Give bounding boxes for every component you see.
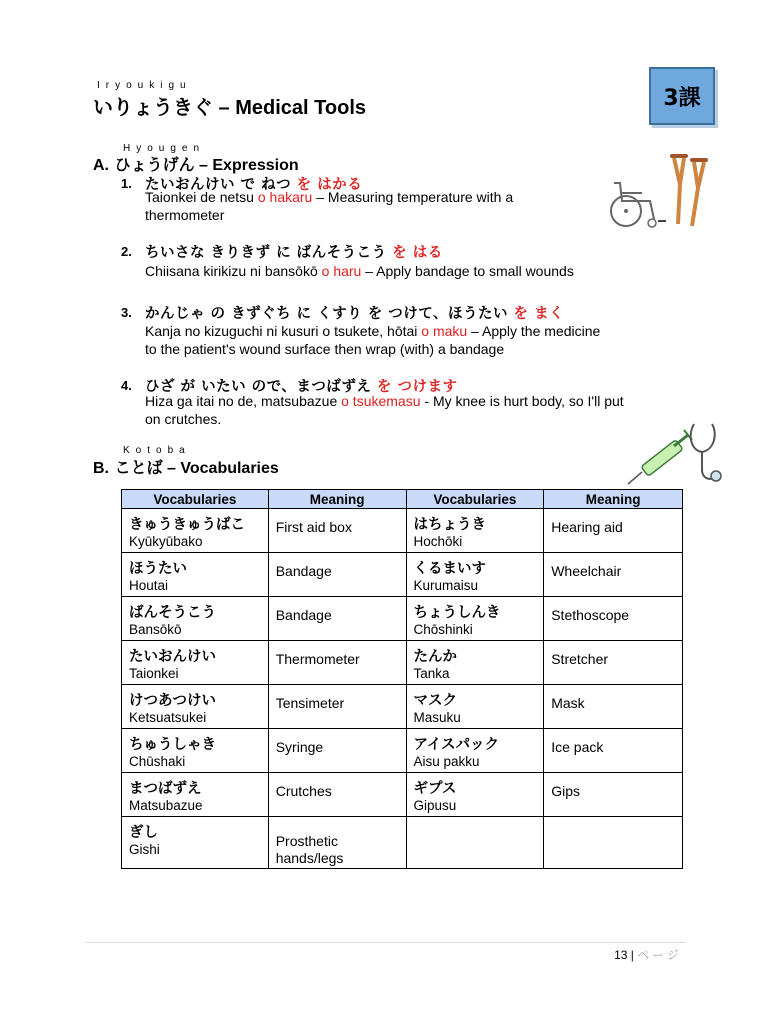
expression-number: 3. xyxy=(121,305,132,320)
vocab-romaji: Masuku xyxy=(413,710,461,725)
vocab-cell xyxy=(406,597,544,641)
vocab-kana: ほうたい xyxy=(129,561,187,577)
vocab-cell xyxy=(122,597,269,641)
column-header-vocabularies: Vocabularies xyxy=(122,490,269,509)
section-b-ruby: Kotoba xyxy=(123,445,191,456)
vocab-cell xyxy=(122,773,269,817)
crutches-icon xyxy=(664,150,714,230)
table-row xyxy=(122,509,683,553)
expression-japanese-text: たいおんけい で ねつ xyxy=(145,177,297,193)
expression-translation xyxy=(145,392,685,428)
vocab-romaji: Chōshinki xyxy=(413,622,473,637)
column-header-meaning: Meaning xyxy=(268,490,406,509)
vocab-romaji: Aisu pakku xyxy=(413,754,480,769)
expression-japanese-highlight: を はかる xyxy=(296,177,363,193)
vocab-kana: ぎし xyxy=(129,825,158,841)
section-b-heading xyxy=(93,455,279,478)
expression-number: 1. xyxy=(121,176,132,191)
vocab-kana: きゅうきゅうばこ xyxy=(129,517,245,533)
title-ruby: Iryoukigu xyxy=(97,80,192,91)
expression-japanese-text: ちいさな きりきず に ばんそうこう xyxy=(145,245,393,261)
vocab-meaning: Prosthetic hands/legs xyxy=(275,833,344,866)
vocab-kana: はちょうき xyxy=(413,517,486,533)
meaning-cell xyxy=(544,773,683,817)
meaning-cell xyxy=(268,685,406,729)
vocab-romaji: Gipusu xyxy=(413,798,457,813)
expression-translation xyxy=(145,262,665,280)
vocab-romaji: Kurumaisu xyxy=(413,578,479,593)
expression-number: 2. xyxy=(121,244,132,259)
table-row xyxy=(122,553,683,597)
vocab-cell xyxy=(406,817,544,869)
expression-romaji: Kanja no kizuguchi ni kusuri o tsukete, hōtai xyxy=(145,323,422,339)
meaning-cell xyxy=(544,597,683,641)
vocab-romaji: Taionkei xyxy=(129,666,179,681)
vocab-romaji: Tanka xyxy=(413,666,450,681)
vocab-meaning: Hearing aid xyxy=(551,519,623,535)
expression-japanese-highlight: を まく xyxy=(513,306,565,322)
table-row xyxy=(122,817,683,869)
vocab-kana: まつばずえ xyxy=(129,781,202,797)
section-a-ruby: Hyougen xyxy=(123,143,206,154)
vocab-kana: ちゅうしゃき xyxy=(129,737,216,753)
vocab-cell xyxy=(122,817,269,869)
vocab-kana: マスク xyxy=(413,693,457,709)
title-english: – Medical Tools xyxy=(213,97,366,119)
vocab-cell xyxy=(122,729,269,773)
section-b-title-japanese: ことば xyxy=(114,458,163,477)
footer-divider xyxy=(86,942,686,943)
vocab-meaning: Gips xyxy=(551,783,581,799)
vocab-meaning: Tensimeter xyxy=(275,695,345,711)
vocab-romaji: Chūshaki xyxy=(129,754,186,769)
meaning-cell xyxy=(268,641,406,685)
expression-meaning: – Apply the medicine xyxy=(467,323,601,339)
table-header-row xyxy=(122,490,683,509)
vocab-kana: くるまいす xyxy=(413,561,486,577)
vocabulary-table xyxy=(121,489,683,869)
vocab-meaning: Bandage xyxy=(275,563,332,579)
expression-japanese-text: ひざ が いたい ので、まつばずえ xyxy=(145,379,377,395)
expression-meaning: – Measuring temperature with a xyxy=(312,189,514,205)
column-header-vocabularies: Vocabularies xyxy=(406,490,544,509)
table-row xyxy=(122,773,683,817)
vocab-cell xyxy=(406,509,544,553)
vocab-meaning: Stretcher xyxy=(551,651,609,667)
vocab-romaji: Bansōkō xyxy=(129,622,182,637)
vocab-kana: けつあつけい xyxy=(129,693,216,709)
section-a-title-english: – Expression xyxy=(194,157,299,174)
table-row xyxy=(122,641,683,685)
vocab-cell xyxy=(122,685,269,729)
expression-romaji: Taionkei de netsu xyxy=(145,189,258,205)
expression-meaning-cont: to the patient's wound surface then wrap (with) a bandage xyxy=(145,341,505,357)
expression-romaji: Hiza ga itai no de, matsubazue xyxy=(145,393,342,409)
table-row xyxy=(122,685,683,729)
expression-romaji-highlight: o haru xyxy=(321,263,362,279)
section-b-letter: B. xyxy=(93,460,109,477)
vocab-meaning: Crutches xyxy=(275,783,332,799)
vocab-cell xyxy=(406,553,544,597)
meaning-cell xyxy=(544,509,683,553)
expression-japanese-text: かんじゃ の きずぐち に くすり を つけて、ほうたい xyxy=(145,306,514,322)
vocab-cell xyxy=(406,641,544,685)
vocab-romaji: Ketsuatsukei xyxy=(129,710,207,725)
title-japanese: いりょうきぐ xyxy=(93,95,213,119)
expression-translation xyxy=(145,322,665,358)
expression-meaning: - My knee is hurt body, so I'll put xyxy=(420,393,624,409)
meaning-cell xyxy=(268,509,406,553)
expression-romaji: Chiisana kirikizu ni bansōkō xyxy=(145,263,322,279)
meaning-cell xyxy=(544,729,683,773)
vocab-romaji: Houtai xyxy=(129,578,169,593)
page-title xyxy=(93,91,366,120)
vocab-meaning: Stethoscope xyxy=(551,607,630,623)
vocab-cell xyxy=(406,685,544,729)
vocab-cell xyxy=(122,641,269,685)
expression-romaji-highlight: o hakaru xyxy=(257,189,313,205)
vocab-kana: たいおんけい xyxy=(129,649,216,665)
expression-meaning: – Apply bandage to small wounds xyxy=(361,263,574,279)
vocab-kana: ちょうしんき xyxy=(413,605,501,621)
meaning-cell xyxy=(268,597,406,641)
table-row xyxy=(122,729,683,773)
column-header-meaning: Meaning xyxy=(544,490,683,509)
vocab-romaji: Kyūkyūbako xyxy=(129,534,203,549)
expression-meaning-cont: thermometer xyxy=(145,207,225,223)
meaning-cell xyxy=(268,553,406,597)
expression-translation xyxy=(145,188,585,224)
section-b-title-english: – Vocabularies xyxy=(162,460,279,477)
meaning-cell xyxy=(544,553,683,597)
meaning-cell xyxy=(268,729,406,773)
vocab-romaji: Matsubazue xyxy=(129,798,203,813)
table-row xyxy=(122,597,683,641)
vocab-meaning: Bandage xyxy=(275,607,332,623)
vocab-romaji: Hochōki xyxy=(413,534,463,549)
vocab-meaning: Wheelchair xyxy=(551,563,622,579)
expression-romaji-highlight: o tsukemasu xyxy=(341,393,421,409)
expression-japanese-highlight: を つけます xyxy=(376,379,458,395)
expression-romaji-highlight: o maku xyxy=(421,323,468,339)
vocab-cell xyxy=(406,729,544,773)
vocab-kana: ばんそうこう xyxy=(129,605,216,621)
expression-japanese xyxy=(145,302,564,323)
meaning-cell xyxy=(268,773,406,817)
page-footer xyxy=(614,946,682,963)
page-number: 13 xyxy=(614,948,628,962)
page-word: ページ xyxy=(637,948,682,962)
meaning-cell xyxy=(544,685,683,729)
expression-japanese-highlight: を はる xyxy=(392,245,443,261)
vocab-kana: たんか xyxy=(413,649,457,665)
vocab-meaning: Thermometer xyxy=(275,651,360,667)
vocab-meaning: Syringe xyxy=(275,739,324,755)
expression-japanese xyxy=(145,241,443,262)
vocab-romaji: Gishi xyxy=(129,842,160,857)
vocab-meaning: Mask xyxy=(551,695,585,711)
lesson-badge: 3課 xyxy=(649,67,715,125)
vocab-meaning: First aid box xyxy=(275,519,352,535)
vocab-meaning: Ice pack xyxy=(551,739,604,755)
stethoscope-icon xyxy=(684,420,728,490)
vocab-kana: ギプス xyxy=(413,781,457,797)
section-a-heading xyxy=(93,152,299,175)
expression-number: 4. xyxy=(121,378,132,393)
vocab-cell xyxy=(122,553,269,597)
footer-separator: | xyxy=(627,948,638,962)
vocab-kana: アイスパック xyxy=(413,737,500,753)
meaning-cell xyxy=(268,817,406,869)
section-a-letter: A. xyxy=(93,157,109,174)
section-a-title-japanese: ひょうげん xyxy=(114,155,195,174)
vocab-cell xyxy=(122,509,269,553)
expression-meaning-cont: on crutches. xyxy=(145,411,222,427)
meaning-cell xyxy=(544,641,683,685)
meaning-cell xyxy=(544,817,683,869)
vocab-cell xyxy=(406,773,544,817)
